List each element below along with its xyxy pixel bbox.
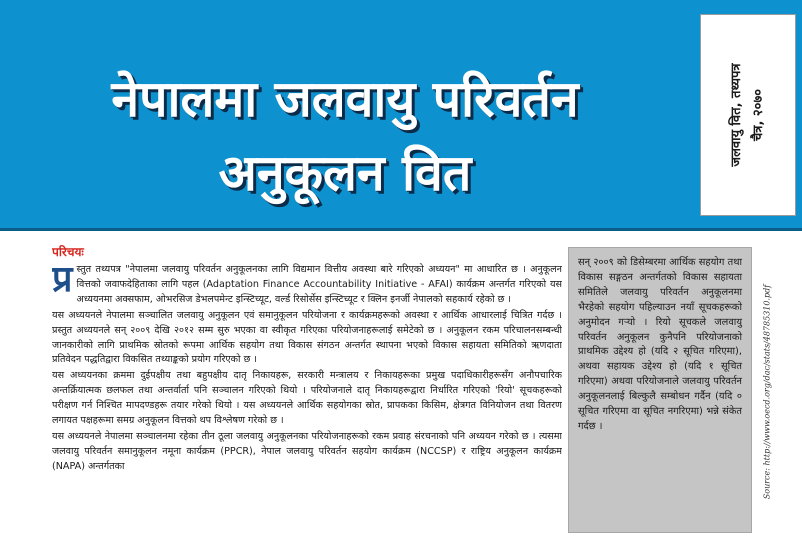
title-banner	[0, 0, 802, 228]
factsheet-tag-line-2: चैत्र, २०७०	[751, 89, 766, 141]
paragraph-3: यस अध्ययनका क्रममा दुईपक्षीय तथा बहुपक्षीय दातृ निकायहरू, सरकारी मन्त्रालय र निकायहरूका प्रमुख पदाधिकारीहरूसँग अनौपचारिक अन्तर्क्रियात्मक छलफल तथा अन्तर्वार्ता पनि सञ्चालन गरिएको थियो । परियोजनाले दातृ निकायहरूद्वारा निर्धारित गरिएको 'रियो' सूचकहरूको परीक्षण गर्न निश्चित मापदण्डहरू तयार गरेको थियो । यस अध्ययनले आर्थिक सहयोगका स्रोत, प्रापकका किसिम, क्षेत्रगत विनियोजन तथा वितरण लगायत पक्षहरूमा समग्र अनुकूलन वित्तको थप विश्लेषण गरेको छ ।	[52, 370, 562, 427]
rio-marker-sidebar	[568, 247, 752, 533]
title-line-1: नेपालमा जलवायु परिवर्तन	[111, 70, 579, 128]
title-line-2: अनुकूलन वित	[218, 144, 472, 202]
main-column	[52, 244, 562, 546]
source-note-text: Source: http://www.oecd.org/dac/stats/48785310.pdf	[762, 284, 772, 500]
factsheet-tag	[700, 14, 796, 216]
section-heading: परिचयः	[52, 245, 84, 259]
factsheet-tag-text	[726, 63, 770, 166]
paragraph-4: यस अध्ययनले नेपालमा सञ्चालनमा रहेका तीन ठूला जलवायु अनुकूलनका परियोजनाहरूको रकम प्रवाह संरचनाको पनि अध्ययन गरेको छ । त्यसमा जलवायु परिवर्तन समानुकूलन नमूना कार्यक्रम (PPCR), नेपाल जलवायु परिवर्तन सहयोग कार्यक्रम (NCCSP) र राष्ट्रिय अनुकूलन कार्यक्रम (NAPA) अन्तर्गतका	[52, 430, 562, 472]
banner-divider	[0, 228, 802, 231]
intro-paragraph	[52, 259, 562, 308]
sidebar-text: सन् २००९ को डिसेम्बरमा आर्थिक सहयोग तथा विकास सङ्गठन अन्तर्गतको विकास सहायता समितिले जलवायु परिवर्तन अनुकूलनमा भैरहेको सहयोग पहिल्याउन नयाँ सूचकहरूको अनुमोदन गऱ्यो । रियो सूचकले जलवायु परिवर्तन अनुकूलन कुनैपनि परियोजनाको प्राथमिक उद्देश्य हो (यदि २ सूचित गरिएमा), अथवा सहायक उद्देश्य हो (यदि १ सूचित गरिएमा) अथवा परियोजनाले जलवायु परिवर्तन अनुकूलनलाई बिल्कुलै सम्बोधन गर्दैन (यदि ० सूचित गरिएमा वा सूचित नगरिएमा) भन्ने संकेत गर्दछ ।	[578, 257, 742, 432]
factsheet-tag-line-1: जलवायु वित, तथ्यपत्र	[729, 63, 744, 167]
paragraph-2: यस अध्ययनले नेपालमा सञ्चालित जलवायु अनुकूलन एवं समानुकूलन परियोजना र कार्यक्रमहरूको अवस्था र आर्थिक आधारलाई चित्रित गर्दछ । प्रस्तुत अध्ययनले सन् २००९ देखि २०१२ सम्म सुरु भएका वा स्वीकृत गरिएका परियोजनाहरूलाई समेटेको छ । अनुकूलन रकम परिचालनसम्बन्धी जानकारीको लागि प्राथमिक स्रोतको रूपमा आर्थिक सहयोग तथा विकास संगठन अन्तर्गत स्थापना भएको विकास सहायता समितिको ऋणदाता प्रतिवेदन पद्धतिद्वारा विकसित तथ्याङ्कको प्रयोग गरिएको छ ।	[52, 309, 562, 366]
intro-paragraph-text: स्तुत तथ्यपत्र "नेपालमा जलवायु परिवर्तन अनुकूलनका लागि विद्यमान वित्तीय अवस्था बारे गरिएको अध्ययन" मा आधारित छ । अनुकूलन वित्तको जवाफदेहिताका लागि पहल (Adaptation Finance Accountability Initiative - AFAI) कार्यक्रम अन्तर्गत गरिएको यस अध्ययनमा अक्सफाम, ओभरसिज डेभलपमेन्ट इन्स्टिच्यूट, वर्ल्ड रिसोर्सेस इन्स्टिच्यूट र क्लिन इनर्जी नेपालको सहकार्य रहेको छ ।	[76, 264, 562, 305]
page-title	[0, 62, 690, 210]
drop-cap: प्र	[52, 259, 73, 300]
source-note	[756, 247, 778, 537]
